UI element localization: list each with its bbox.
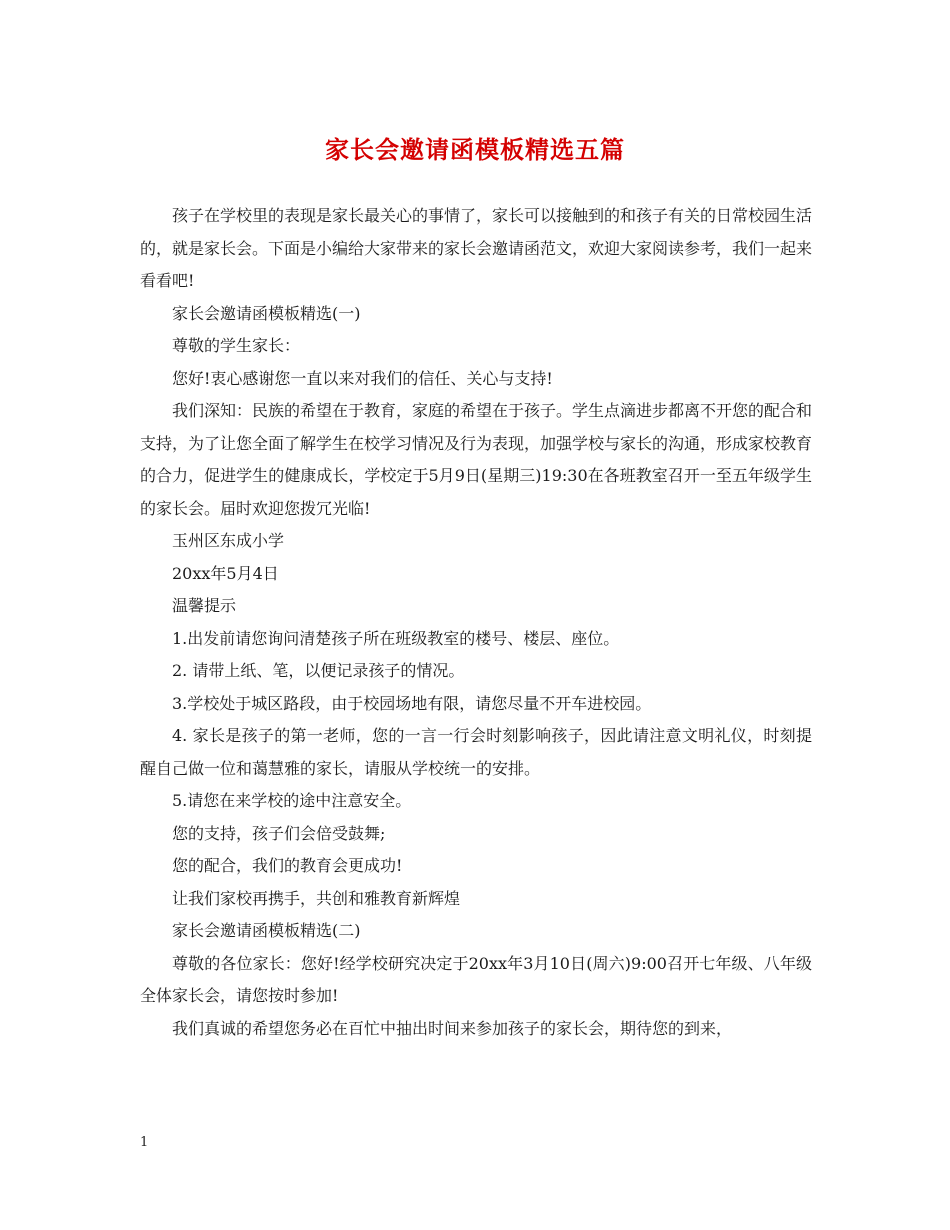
paragraph-greeting: 您好!衷心感谢您一直以来对我们的信任、关心与支持! [172,368,553,388]
tip-item-2: 2. 请带上纸、笔，以便记录孩子的情况。 [172,661,465,680]
tip-item-4: 4. 家长是孩子的第一老师，您的一言一行会时刻影响孩子，因此请注意文明礼仪，时刻提醒自己做一位和蔼慧雅的家长，请服从学校统一的安排。 [140,726,812,778]
paragraph-section-2-notice: 尊敬的各位家长：您好!经学校研究决定于20xx年3月10日(周六)9:00召开七年级、八年级全体家长会，请您按时参加! [140,953,812,1005]
closing-line-3: 让我们家校再携手，共创和雅教育新辉煌 [172,888,461,908]
tips-heading: 温馨提示 [172,596,237,615]
signature-date: 20xx年5月4日 [172,563,279,583]
paragraph-intro: 孩子在学校里的表现是家长最关心的事情了，家长可以接触到的和孩子有关的日常校园生活的，就是家长会。下面是小编给大家带来的家长会邀请函范文，欢迎大家阅读参考，我们一起来看看吧! [140,206,813,290]
paragraph-main: 我们深知：民族的希望在于教育，家庭的希望在于孩子。学生点滴进步都离不开您的配合和支持，为了让您全面了解学生在校学习情况及行为表现，加强学校与家长的沟通，形成家校教育的合力，促进学生的健康成长，学校定于5月9日(星期三)19:30在各班教室召开一至五年级学生的家长会。届时欢迎您拨冗光临! [140,401,813,518]
document-body [140,200,812,1045]
section-heading-2: 家长会邀请函模板精选(二) [172,921,361,940]
tip-item-1: 1.出发前请您询问清楚孩子所在班级教室的楼号、楼层、座位。 [172,628,620,648]
document-title: 家长会邀请函模板精选五篇 [325,135,625,164]
signature-school: 玉州区东成小学 [172,531,285,550]
salutation: 尊敬的学生家长： [172,336,301,355]
closing-line-2: 您的配合，我们的教育会更成功! [172,856,403,875]
page-number: 1 [140,1135,149,1150]
closing-line-1: 您的支持，孩子们会倍受鼓舞; [172,823,386,843]
tip-item-3: 3.学校处于城区路段，由于校园场地有限，请您尽量不开车进校园。 [172,693,652,713]
tip-item-5: 5.请您在来学校的途中注意安全。 [172,791,412,810]
section-heading-1: 家长会邀请函模板精选(一) [172,303,361,323]
paragraph-section-2-body: 我们真诚的希望您务必在百忙中抽出时间来参加孩子的家长会，期待您的到来， [172,1018,733,1038]
